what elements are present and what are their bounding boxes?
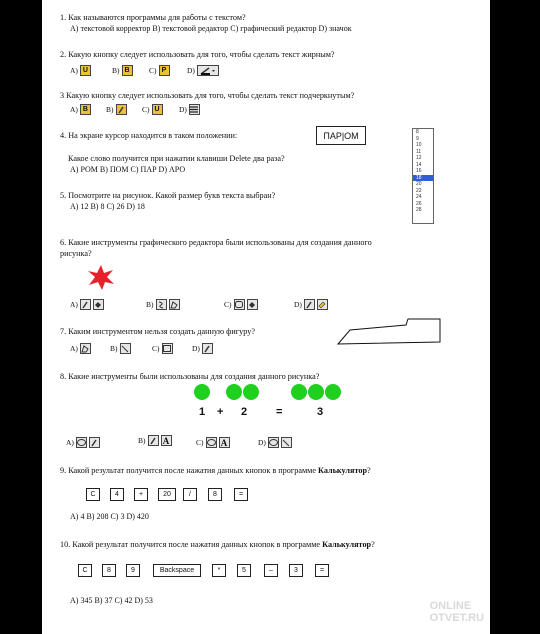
q3-option-c bbox=[142, 104, 163, 115]
green-dot bbox=[226, 384, 242, 400]
option-label: A) bbox=[70, 299, 78, 309]
font-size-item: 26 bbox=[416, 200, 422, 207]
option-label: C) bbox=[152, 343, 160, 353]
option-label: D) bbox=[179, 104, 187, 114]
q10-question-bold: Калькулятор bbox=[322, 540, 372, 549]
q8-option-d bbox=[258, 437, 292, 448]
pencil-icon bbox=[202, 343, 213, 354]
q6-question-cont: рисунка? bbox=[60, 249, 92, 258]
brush-icon bbox=[116, 104, 127, 115]
pencil-icon bbox=[304, 299, 315, 310]
calc-key: 9 bbox=[126, 564, 140, 577]
fill-bucket-icon bbox=[148, 435, 159, 446]
green-dot bbox=[291, 384, 307, 400]
q7-option-d bbox=[192, 343, 213, 354]
option-label: B) bbox=[146, 299, 154, 309]
calc-key: 3 bbox=[289, 564, 303, 577]
underline-icon: U bbox=[80, 65, 91, 76]
q7-question: 7. Каким инструментом нельзя создать данную фигуру? bbox=[60, 327, 255, 336]
q8-question: 8. Какие инструменты были использованы для создания данного рисунка? bbox=[60, 372, 320, 381]
option-label: A) bbox=[66, 437, 74, 447]
eraser-icon bbox=[317, 299, 328, 310]
font-size-item: 20 bbox=[416, 181, 422, 187]
ellipse-icon bbox=[268, 437, 279, 448]
q2-option-c bbox=[149, 65, 170, 76]
q1-answers: A) текстовой корректор B) текстовой редактор C) графический редактор D) значок bbox=[70, 24, 352, 33]
option-label: C) bbox=[149, 65, 157, 75]
bold-icon: B bbox=[80, 104, 91, 115]
q9-question-end: ? bbox=[367, 466, 371, 475]
q4-answers: A) РОМ B) ПОМ C) ПАР D) АРО bbox=[70, 165, 186, 174]
q10-question-end: ? bbox=[371, 540, 375, 549]
q8-option-a bbox=[66, 437, 100, 448]
calc-key: C bbox=[78, 564, 92, 577]
q4-question: 4. На экране курсор находится в таком положении: bbox=[60, 131, 238, 140]
option-label: A) bbox=[70, 65, 78, 75]
fill-bucket-icon bbox=[247, 299, 258, 310]
calc-key: 20 bbox=[158, 488, 176, 501]
font-size-item: 11 bbox=[416, 148, 422, 155]
option-label: B) bbox=[138, 435, 146, 445]
calc-key: = bbox=[315, 564, 329, 577]
expr-three: 3 bbox=[317, 406, 324, 418]
calc-key: – bbox=[264, 564, 278, 577]
q2-option-b bbox=[112, 65, 133, 76]
calc-key: 5 bbox=[237, 564, 251, 577]
option-label: D) bbox=[258, 437, 266, 447]
calc-key: = bbox=[234, 488, 248, 501]
calc-key: 8 bbox=[102, 564, 116, 577]
expr-two: 2 bbox=[241, 406, 248, 418]
expr-plus: + bbox=[217, 406, 224, 418]
bold-icon: B bbox=[122, 65, 133, 76]
curve-icon bbox=[156, 299, 167, 310]
option-label: B) bbox=[112, 65, 120, 75]
q6-option-d bbox=[294, 299, 328, 310]
font-size-item: 16 bbox=[416, 168, 422, 174]
calc-key: + bbox=[134, 488, 148, 501]
q5-question: 5. Посмотрите на рисунок. Какой размер букв текста выбран? bbox=[60, 191, 276, 200]
calc-key-backspace: Backspace bbox=[153, 564, 201, 577]
option-label: D) bbox=[187, 65, 195, 75]
watermark-line2: OTVET.RU bbox=[429, 612, 484, 624]
ellipse-icon bbox=[206, 437, 217, 448]
option-label: C) bbox=[142, 104, 150, 114]
green-dot bbox=[243, 384, 259, 400]
q10-question-text: 10. Какой результат получится после нажатия данных кнопок в программе bbox=[60, 540, 323, 549]
watermark-line1: ONLINE bbox=[429, 600, 472, 612]
calc-key: 8 bbox=[208, 488, 222, 501]
expr-equals: = bbox=[276, 406, 283, 418]
font-size-item: 8 bbox=[416, 129, 419, 135]
expr-one: 1 bbox=[199, 406, 206, 418]
ellipse-icon bbox=[76, 437, 87, 448]
calc-key: 4 bbox=[110, 488, 124, 501]
q10-question bbox=[60, 540, 375, 550]
q6-question: 6. Какие инструменты графического редактора были использованы для создания данного bbox=[60, 238, 372, 247]
q3-option-d bbox=[179, 104, 200, 115]
calc-key: C bbox=[86, 488, 100, 501]
font-size-item: 22 bbox=[416, 187, 422, 194]
q9-question-text: 9. Какой результат получится после нажатия данных кнопок в программе bbox=[60, 466, 319, 475]
pencil-icon bbox=[89, 437, 100, 448]
q9-answers: A) 4 B) 208 C) 3 D) 420 bbox=[70, 512, 149, 521]
font-size-item: 24 bbox=[416, 194, 422, 200]
text-tool-icon: A bbox=[219, 437, 230, 448]
q6-option-c bbox=[224, 299, 258, 310]
justify-icon bbox=[189, 104, 200, 115]
pencil-icon bbox=[80, 299, 91, 310]
q7-option-b bbox=[110, 343, 131, 354]
q5-answers: A) 12 B) 8 C) 26 D) 18 bbox=[70, 202, 145, 211]
q3-question: 3 Какую кнопку следует использовать для того, чтобы сделать текст подчеркнутым? bbox=[60, 91, 355, 100]
calc-key: * bbox=[212, 564, 226, 577]
q8-option-c bbox=[196, 437, 230, 448]
font-size-item-selected: 18 bbox=[413, 175, 433, 182]
font-size-list bbox=[412, 128, 434, 224]
q9-question-bold: Калькулятор bbox=[318, 466, 368, 475]
option-label: A) bbox=[70, 104, 78, 114]
fill-bucket-icon bbox=[93, 299, 104, 310]
text-tool-icon: A bbox=[161, 435, 172, 446]
option-label: C) bbox=[196, 437, 204, 447]
q7-option-c bbox=[152, 343, 173, 354]
q4-subquestion: Какое слово получится при нажатии клавиши Delete два раза? bbox=[68, 154, 285, 163]
font-size-item: 9 bbox=[416, 135, 419, 142]
q6-option-a bbox=[70, 299, 104, 310]
option-label: B) bbox=[106, 104, 114, 114]
green-dot bbox=[308, 384, 324, 400]
paste-icon: P bbox=[159, 65, 170, 76]
q7-option-a bbox=[70, 343, 91, 354]
rounded-rect-icon bbox=[234, 299, 245, 310]
underline-icon: U bbox=[152, 104, 163, 115]
font-size-item: 14 bbox=[416, 161, 422, 168]
font-size-item: 28 bbox=[416, 207, 422, 213]
q6-option-b bbox=[146, 299, 180, 310]
color-pen-icon bbox=[197, 65, 219, 76]
q2-option-a bbox=[70, 65, 91, 76]
watermark bbox=[430, 600, 484, 624]
option-label: A) bbox=[70, 343, 78, 353]
polygon-figure bbox=[336, 318, 442, 348]
line-icon bbox=[281, 437, 292, 448]
calc-key: / bbox=[183, 488, 197, 501]
green-dot bbox=[194, 384, 210, 400]
q3-option-b bbox=[106, 104, 127, 115]
q2-question: 2. Какую кнопку следует использовать для того, чтобы сделать текст жирным? bbox=[60, 50, 335, 59]
polygon-icon bbox=[80, 343, 91, 354]
green-dot bbox=[325, 384, 341, 400]
rectangle-icon bbox=[162, 343, 173, 354]
option-label: D) bbox=[294, 299, 302, 309]
q8-option-b bbox=[138, 435, 172, 446]
line-icon bbox=[120, 343, 131, 354]
option-label: D) bbox=[192, 343, 200, 353]
q10-answers: A) 345 B) 37 C) 42 D) 53 bbox=[70, 596, 153, 605]
q9-question bbox=[60, 466, 371, 476]
option-label: B) bbox=[110, 343, 118, 353]
worksheet-page bbox=[42, 0, 490, 634]
option-label: C) bbox=[224, 299, 232, 309]
font-size-item: 10 bbox=[416, 142, 422, 148]
red-flower-picture bbox=[86, 263, 116, 291]
q3-option-a bbox=[70, 104, 91, 115]
font-size-item: 12 bbox=[416, 155, 422, 161]
cursor-text-box: ПАР|ОМ bbox=[316, 126, 366, 145]
polygon-icon bbox=[169, 299, 180, 310]
q2-option-d bbox=[187, 65, 219, 76]
q1-question: 1. Как называются программы для работы с текстом? bbox=[60, 13, 246, 22]
